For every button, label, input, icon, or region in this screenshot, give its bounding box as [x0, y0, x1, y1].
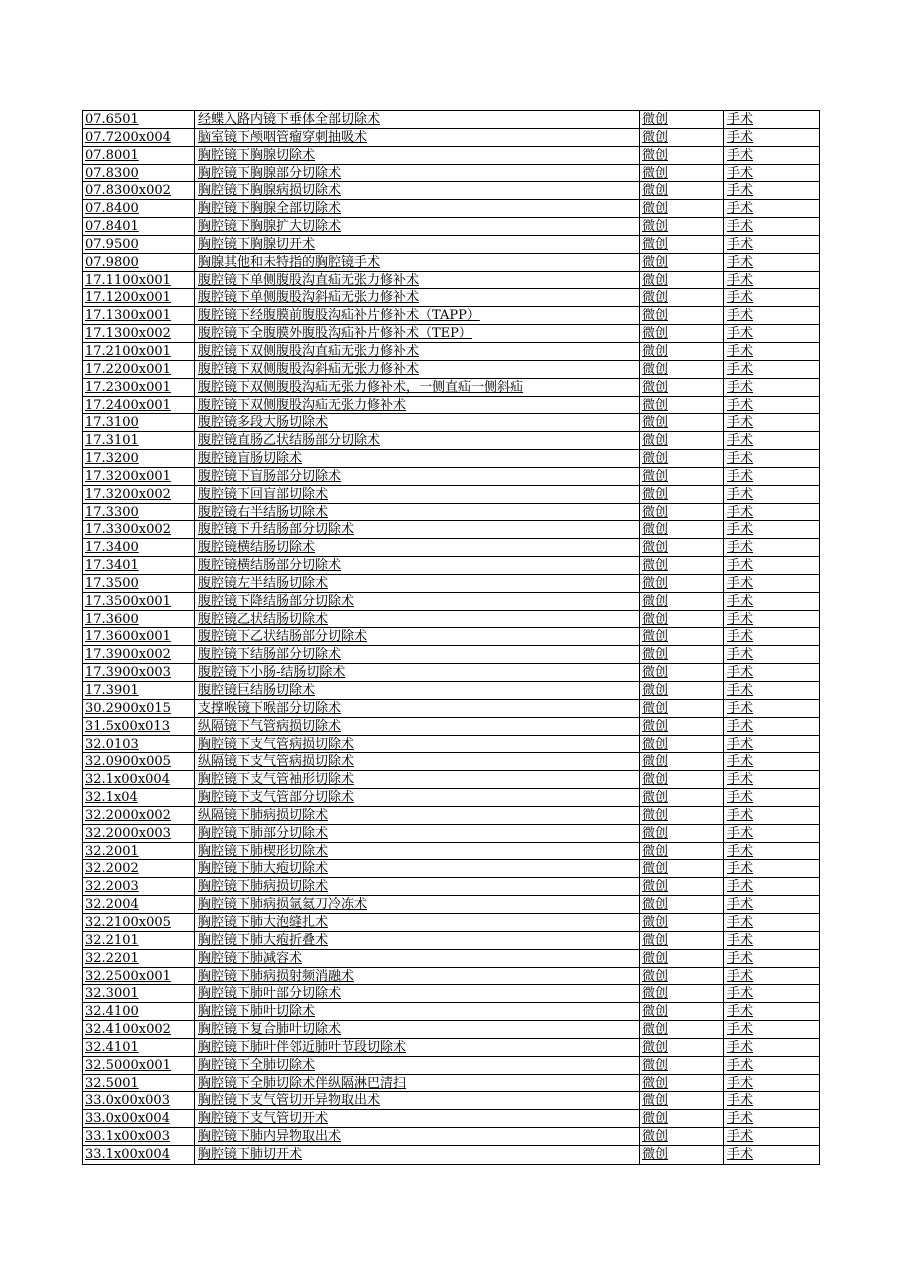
table-row: [83, 521, 819, 539]
procedure-name-cell[interactable]: 腹腔镜下单侧腹股沟斜疝无张力修补术: [195, 289, 640, 306]
procedure-code-cell[interactable]: 17.2200x001: [83, 361, 195, 378]
procedure-category-cell[interactable]: 手术: [727, 361, 754, 377]
procedure-type-cell[interactable]: 微创: [640, 218, 724, 235]
procedure-category-cell[interactable]: 手术: [727, 1093, 754, 1109]
procedure-type-cell[interactable]: 微创: [640, 165, 724, 182]
procedure-category-cell[interactable]: 手术: [727, 629, 754, 645]
procedure-category-cell[interactable]: 手术: [727, 593, 754, 609]
procedure-type-cell[interactable]: 微创: [640, 450, 724, 467]
procedure-type-cell[interactable]: 微创: [640, 1057, 724, 1074]
procedure-category-cell[interactable]: 手术: [727, 379, 754, 395]
table-row: [83, 165, 819, 183]
table-row: [83, 1110, 819, 1128]
procedure-category-cell[interactable]: 手术: [727, 147, 754, 163]
procedure-type-cell[interactable]: 微创: [640, 414, 724, 431]
procedure-name-cell[interactable]: 腹腔镜乙状结肠切除术: [195, 611, 640, 628]
procedure-name-cell[interactable]: 腹腔镜下单侧腹股沟直疝无张力修补术: [195, 272, 640, 289]
procedure-code-cell[interactable]: 17.3500x001: [83, 593, 195, 610]
procedure-name-cell[interactable]: 胸腔镜下胸腺扩大切除术: [195, 218, 640, 235]
procedure-code-cell[interactable]: 32.2002: [83, 860, 195, 877]
procedure-name-cell[interactable]: 腹腔镜巨结肠切除术: [195, 682, 640, 699]
table-row: [83, 1075, 819, 1093]
table-row: [83, 379, 819, 397]
procedure-category-cell[interactable]: 手术: [727, 219, 754, 235]
procedure-code-cell[interactable]: 17.3900x002: [83, 646, 195, 663]
procedure-name-cell[interactable]: 胸腔镜下支气管袖形切除术: [195, 771, 640, 788]
table-row: [83, 557, 819, 575]
table-row: [83, 771, 819, 789]
procedure-category-cell[interactable]: 手术: [727, 968, 754, 984]
procedure-category-cell[interactable]: 手术: [727, 308, 754, 324]
table-row: [83, 700, 819, 718]
procedure-code-cell[interactable]: 31.5x00x013: [83, 718, 195, 735]
procedure-code-cell[interactable]: 17.1100x001: [83, 272, 195, 289]
procedure-name-cell[interactable]: 胸腔镜下支气管部分切除术: [195, 789, 640, 806]
procedure-name-cell[interactable]: 胸腔镜下肺病损射频消融术: [195, 968, 640, 985]
procedure-type-cell[interactable]: 微创: [640, 985, 724, 1002]
table-row: [83, 932, 819, 950]
table-row: [83, 1092, 819, 1110]
table-row: [83, 289, 819, 307]
procedure-type-cell[interactable]: 微创: [640, 129, 724, 146]
procedure-code-cell[interactable]: 32.2100x005: [83, 914, 195, 931]
procedure-name-cell[interactable]: 腹腔镜下双侧腹股沟疝无张力修补术，一侧直疝一侧斜疝: [195, 379, 640, 396]
procedure-code-cell[interactable]: 07.8300x002: [83, 182, 195, 199]
procedure-name-cell[interactable]: 腹腔镜多段大肠切除术: [195, 414, 640, 431]
procedure-category-cell[interactable]: 手术: [727, 825, 754, 841]
procedure-code-cell[interactable]: 32.2500x001: [83, 968, 195, 985]
procedure-category-cell[interactable]: 手术: [727, 575, 754, 591]
procedure-code-cell[interactable]: 17.3101: [83, 432, 195, 449]
procedure-code-cell[interactable]: 32.0900x005: [83, 753, 195, 770]
procedure-code-cell[interactable]: 32.4100: [83, 1003, 195, 1020]
procedure-category-cell[interactable]: 手术: [727, 397, 754, 413]
procedure-code-cell[interactable]: 32.0103: [83, 736, 195, 753]
procedure-category-cell[interactable]: 手术: [727, 700, 754, 716]
procedure-type-cell[interactable]: 微创: [640, 343, 724, 360]
procedure-code-cell[interactable]: 32.4100x002: [83, 1021, 195, 1038]
procedure-name-cell[interactable]: 腹腔镜下升结肠部分切除术: [195, 521, 640, 538]
procedure-category-cell[interactable]: 手术: [727, 736, 754, 752]
procedure-category-cell[interactable]: 手术: [727, 879, 754, 895]
procedure-name-cell[interactable]: 胸腔镜下肺内异物取出术: [195, 1128, 640, 1145]
table-row: [83, 611, 819, 629]
procedure-table: [82, 110, 820, 1165]
procedure-category-cell[interactable]: 手术: [727, 754, 754, 770]
procedure-type-cell[interactable]: 微创: [640, 111, 724, 128]
procedure-type-cell[interactable]: 微创: [640, 896, 724, 913]
table-row: [83, 307, 819, 325]
procedure-code-cell[interactable]: 32.2003: [83, 878, 195, 895]
table-row: [83, 896, 819, 914]
table-row: [83, 753, 819, 771]
procedure-code-cell[interactable]: 32.5001: [83, 1075, 195, 1092]
procedure-name-cell[interactable]: 胸腔镜下肺楔形切除术: [195, 843, 640, 860]
procedure-code-cell[interactable]: 17.3500: [83, 575, 195, 592]
procedure-category-cell[interactable]: 手术: [727, 343, 754, 359]
procedure-category-cell[interactable]: 手术: [727, 1129, 754, 1145]
procedure-name-cell[interactable]: 胸腔镜下肺病损氩氦刀冷冻术: [195, 896, 640, 913]
procedure-code-cell[interactable]: 32.2000x002: [83, 807, 195, 824]
procedure-name-cell[interactable]: 腹腔镜横结肠部分切除术: [195, 557, 640, 574]
table-row: [83, 129, 819, 147]
procedure-category-cell[interactable]: 手术: [727, 415, 754, 431]
procedure-name-cell[interactable]: 胸腔镜下胸腺全部切除术: [195, 200, 640, 217]
procedure-code-cell[interactable]: 17.3901: [83, 682, 195, 699]
procedure-name-cell[interactable]: 胸腔镜下支气管切开异物取出术: [195, 1092, 640, 1109]
procedure-category-cell[interactable]: 手术: [727, 843, 754, 859]
procedure-code-cell[interactable]: 32.4101: [83, 1039, 195, 1056]
procedure-name-cell[interactable]: 胸腔镜下胸腺切除术: [195, 147, 640, 164]
procedure-code-cell[interactable]: 17.2300x001: [83, 379, 195, 396]
procedure-name-cell[interactable]: 胸腔镜下肺切开术: [195, 1146, 640, 1164]
procedure-code-cell[interactable]: 32.2201: [83, 950, 195, 967]
table-row: [83, 539, 819, 557]
procedure-category-cell[interactable]: 手术: [727, 807, 754, 823]
procedure-name-cell[interactable]: 胸腔镜下肺减容术: [195, 950, 640, 967]
table-row: [83, 504, 819, 522]
procedure-code-cell[interactable]: 07.9800: [83, 254, 195, 271]
procedure-name-cell[interactable]: 支撑喉镜下喉部分切除术: [195, 700, 640, 717]
procedure-code-cell[interactable]: 33.0x00x003: [83, 1092, 195, 1109]
table-row: [83, 575, 819, 593]
procedure-type-cell[interactable]: 微创: [640, 325, 724, 342]
procedure-code-cell[interactable]: 17.3600: [83, 611, 195, 628]
table-row: [83, 1128, 819, 1146]
procedure-category-cell[interactable]: 手术: [727, 611, 754, 627]
procedure-code-cell[interactable]: 07.7200x004: [83, 129, 195, 146]
procedure-code-cell[interactable]: 07.8300: [83, 165, 195, 182]
procedure-name-cell[interactable]: 胸腔镜下肺病损切除术: [195, 878, 640, 895]
procedure-category-cell[interactable]: 手术: [727, 433, 754, 449]
table-row: [83, 968, 819, 986]
table-row: [83, 397, 819, 415]
procedure-type-cell[interactable]: 微创: [640, 646, 724, 663]
procedure-type-cell[interactable]: 微创: [640, 825, 724, 842]
procedure-code-cell[interactable]: 07.8401: [83, 218, 195, 235]
procedure-type-cell[interactable]: 微创: [640, 611, 724, 628]
procedure-code-cell[interactable]: 17.1300x001: [83, 307, 195, 324]
procedure-name-cell[interactable]: 纵隔镜下气管病损切除术: [195, 718, 640, 735]
procedure-category-cell[interactable]: 手术: [727, 665, 754, 681]
procedure-code-cell[interactable]: 07.8400: [83, 200, 195, 217]
procedure-name-cell[interactable]: 脑室镜下颅咽管瘤穿刺抽吸术: [195, 129, 640, 146]
procedure-name-cell[interactable]: 腹腔镜下乙状结肠部分切除术: [195, 628, 640, 645]
table-row: [83, 593, 819, 611]
procedure-type-cell[interactable]: 微创: [640, 1039, 724, 1056]
procedure-code-cell[interactable]: 32.1x00x004: [83, 771, 195, 788]
table-row: [83, 1057, 819, 1075]
procedure-type-cell[interactable]: 微创: [640, 575, 724, 592]
procedure-code-cell[interactable]: 30.2900x015: [83, 700, 195, 717]
procedure-name-cell[interactable]: 胸腔镜下全肺切除术伴纵隔淋巴清扫: [195, 1075, 640, 1092]
procedure-name-cell[interactable]: 纵隔镜下肺病损切除术: [195, 807, 640, 824]
procedure-code-cell[interactable]: 17.3900x003: [83, 664, 195, 681]
procedure-code-cell[interactable]: 32.2101: [83, 932, 195, 949]
procedure-name-cell[interactable]: 胸腔镜下肺叶部分切除术: [195, 985, 640, 1002]
procedure-code-cell[interactable]: 17.3600x001: [83, 628, 195, 645]
procedure-name-cell[interactable]: 胸腺其他和未特指的胸腔镜手术: [195, 254, 640, 271]
procedure-category-cell[interactable]: 手术: [727, 914, 754, 930]
table-row: [83, 807, 819, 825]
table-row: [83, 628, 819, 646]
procedure-code-cell[interactable]: 17.3401: [83, 557, 195, 574]
procedure-name-cell[interactable]: 腹腔镜下回盲部切除术: [195, 486, 640, 503]
procedure-code-cell[interactable]: 33.0x00x004: [83, 1110, 195, 1127]
procedure-code-cell[interactable]: 17.3300x002: [83, 521, 195, 538]
procedure-name-cell[interactable]: 腹腔镜横结肠切除术: [195, 539, 640, 556]
procedure-type-cell[interactable]: 微创: [640, 254, 724, 271]
procedure-name-cell[interactable]: 经蝶入路内镜下垂体全部切除术: [195, 111, 640, 128]
table-row: [83, 682, 819, 700]
procedure-type-cell[interactable]: 微创: [640, 682, 724, 699]
table-row: [83, 432, 819, 450]
procedure-category-cell[interactable]: 手术: [727, 522, 754, 538]
table-row: [83, 414, 819, 432]
procedure-code-cell[interactable]: 32.2004: [83, 896, 195, 913]
procedure-name-cell[interactable]: 胸腔镜下肺叶切除术: [195, 1003, 640, 1020]
procedure-code-cell[interactable]: 07.9500: [83, 236, 195, 253]
procedure-type-cell[interactable]: 微创: [640, 1075, 724, 1092]
procedure-category-cell[interactable]: 手术: [727, 683, 754, 698]
procedure-name-cell[interactable]: 腹腔镜下双侧腹股沟疝无张力修补术: [195, 397, 640, 414]
procedure-type-cell[interactable]: 微创: [640, 860, 724, 877]
table-row: [83, 325, 819, 343]
procedure-category-cell[interactable]: 手术: [727, 1146, 754, 1162]
procedure-name-cell[interactable]: 胸腔镜下肺大疱折叠术: [195, 932, 640, 949]
table-row: [83, 646, 819, 664]
table-row: [83, 736, 819, 754]
procedure-type-cell[interactable]: 微创: [640, 736, 724, 753]
procedure-name-cell[interactable]: 胸腔镜下肺部分切除术: [195, 825, 640, 842]
procedure-category-cell[interactable]: 手术: [727, 236, 754, 252]
procedure-type-cell[interactable]: 微创: [640, 1003, 724, 1020]
procedure-code-cell[interactable]: 17.2100x001: [83, 343, 195, 360]
procedure-category-cell[interactable]: 手术: [727, 1004, 754, 1020]
procedure-code-cell[interactable]: 32.2001: [83, 843, 195, 860]
procedure-code-cell[interactable]: 33.1x00x003: [83, 1128, 195, 1145]
procedure-category-cell[interactable]: 手术: [727, 254, 754, 270]
procedure-code-cell[interactable]: 32.1x04: [83, 789, 195, 806]
procedure-type-cell[interactable]: 微创: [640, 147, 724, 164]
procedure-type-cell[interactable]: 微创: [640, 272, 724, 289]
table-row: [83, 343, 819, 361]
procedure-name-cell[interactable]: 腹腔镜下经腹膜前腹股沟疝补片修补术（TAPP）: [195, 307, 640, 324]
procedure-code-cell[interactable]: 32.2000x003: [83, 825, 195, 842]
procedure-type-cell[interactable]: 微创: [640, 628, 724, 645]
procedure-category-cell[interactable]: 手术: [727, 201, 754, 217]
procedure-category-cell[interactable]: 手术: [727, 1039, 754, 1055]
procedure-code-cell[interactable]: 07.6501: [83, 111, 195, 128]
procedure-category-cell[interactable]: 手术: [727, 183, 754, 199]
procedure-type-cell[interactable]: 微创: [640, 379, 724, 396]
table-row: [83, 860, 819, 878]
procedure-name-cell[interactable]: 胸腔镜下胸腺切开术: [195, 236, 640, 253]
procedure-name-cell[interactable]: 胸腔镜下复合肺叶切除术: [195, 1021, 640, 1038]
procedure-name-cell[interactable]: 胸腔镜下胸腺部分切除术: [195, 165, 640, 182]
procedure-code-cell[interactable]: 17.3200: [83, 450, 195, 467]
procedure-category-cell[interactable]: 手术: [727, 1057, 754, 1073]
procedure-type-cell[interactable]: 微创: [640, 468, 724, 485]
procedure-name-cell[interactable]: 胸腔镜下肺大泡缝扎术: [195, 914, 640, 931]
table-row: [83, 825, 819, 843]
procedure-category-cell[interactable]: 手术: [727, 932, 754, 948]
procedure-category-cell[interactable]: 手术: [727, 558, 754, 574]
table-row: [83, 218, 819, 236]
procedure-type-cell[interactable]: 微创: [640, 361, 724, 378]
table-row: [83, 878, 819, 896]
procedure-code-cell[interactable]: 17.2400x001: [83, 397, 195, 414]
procedure-name-cell[interactable]: 胸腔镜下肺大疱切除术: [195, 860, 640, 877]
procedure-type-cell[interactable]: 微创: [640, 932, 724, 949]
procedure-type-cell[interactable]: 微创: [640, 593, 724, 610]
procedure-type-cell[interactable]: 微创: [640, 718, 724, 735]
procedure-type-cell[interactable]: 微创: [640, 539, 724, 556]
procedure-name-cell[interactable]: 胸腔镜下肺叶伴邻近肺叶节段切除术: [195, 1039, 640, 1056]
procedure-type-cell[interactable]: 微创: [640, 968, 724, 985]
procedure-category-cell[interactable]: 手术: [727, 468, 754, 484]
procedure-type-cell[interactable]: 微创: [640, 878, 724, 895]
procedure-code-cell[interactable]: 17.1300x002: [83, 325, 195, 342]
procedure-category-cell[interactable]: 手术: [727, 165, 754, 181]
table-row: [83, 1039, 819, 1057]
procedure-name-cell[interactable]: 腹腔镜下双侧腹股沟直疝无张力修补术: [195, 343, 640, 360]
procedure-name-cell[interactable]: 胸腔镜下胸腺病损切除术: [195, 182, 640, 199]
procedure-type-cell[interactable]: 微创: [640, 1021, 724, 1038]
procedure-type-cell[interactable]: 微创: [640, 521, 724, 538]
procedure-category-cell[interactable]: 手术: [727, 486, 754, 502]
procedure-category-cell[interactable]: 手术: [727, 1111, 754, 1127]
procedure-name-cell[interactable]: 腹腔镜下双侧腹股沟斜疝无张力修补术: [195, 361, 640, 378]
procedure-name-cell[interactable]: 纵隔镜下支气管病损切除术: [195, 753, 640, 770]
procedure-type-cell[interactable]: 微创: [640, 771, 724, 788]
procedure-category-cell[interactable]: 手术: [727, 112, 754, 127]
procedure-type-cell[interactable]: 微创: [640, 236, 724, 253]
table-row: [83, 111, 819, 129]
procedure-category-cell[interactable]: 手术: [727, 1075, 754, 1091]
procedure-name-cell[interactable]: 腹腔镜下全腹膜外腹股沟疝补片修补术（TEP）: [195, 325, 640, 342]
table-row: [83, 914, 819, 932]
procedure-name-cell[interactable]: 胸腔镜下支气管病损切除术: [195, 736, 640, 753]
procedure-type-cell[interactable]: 微创: [640, 182, 724, 199]
procedure-category-cell[interactable]: 手术: [727, 540, 754, 556]
procedure-type-cell[interactable]: 微创: [640, 1110, 724, 1127]
table-row: [83, 843, 819, 861]
table-row: [83, 200, 819, 218]
procedure-type-cell[interactable]: 微创: [640, 200, 724, 217]
procedure-name-cell[interactable]: 腹腔镜直肠乙状结肠部分切除术: [195, 432, 640, 449]
procedure-category-cell[interactable]: 手术: [727, 861, 754, 877]
procedure-category-cell[interactable]: 手术: [727, 451, 754, 467]
procedure-name-cell[interactable]: 腹腔镜下盲肠部分切除术: [195, 468, 640, 485]
procedure-category-cell[interactable]: 手术: [727, 272, 754, 288]
procedure-type-cell[interactable]: 微创: [640, 807, 724, 824]
procedure-type-cell[interactable]: 微创: [640, 557, 724, 574]
procedure-type-cell[interactable]: 微创: [640, 753, 724, 770]
procedure-category-cell[interactable]: 手术: [727, 326, 754, 342]
procedure-code-cell[interactable]: 33.1x00x004: [83, 1146, 195, 1164]
table-row: [83, 1146, 819, 1164]
procedure-code-cell[interactable]: 32.3001: [83, 985, 195, 1002]
procedure-name-cell[interactable]: 腹腔镜下降结肠部分切除术: [195, 593, 640, 610]
procedure-name-cell[interactable]: 胸腔镜下全肺切除术: [195, 1057, 640, 1074]
procedure-type-cell[interactable]: 微创: [640, 843, 724, 860]
procedure-code-cell[interactable]: 17.3100: [83, 414, 195, 431]
procedure-type-cell[interactable]: 微创: [640, 1128, 724, 1145]
table-row: [83, 1021, 819, 1039]
procedure-category-cell[interactable]: 手术: [727, 718, 754, 734]
procedure-code-cell[interactable]: 17.3200x001: [83, 468, 195, 485]
table-row: [83, 147, 819, 165]
table-row: [83, 468, 819, 486]
procedure-type-cell[interactable]: 微创: [640, 1092, 724, 1109]
table-row: [83, 718, 819, 736]
table-row: [83, 950, 819, 968]
procedure-code-cell[interactable]: 07.8001: [83, 147, 195, 164]
table-row: [83, 254, 819, 272]
procedure-type-cell[interactable]: 微创: [640, 397, 724, 414]
procedure-type-cell[interactable]: 微创: [640, 700, 724, 717]
procedure-type-cell[interactable]: 微创: [640, 289, 724, 306]
procedure-category-cell[interactable]: 手术: [727, 647, 754, 663]
procedure-category-cell[interactable]: 手术: [727, 504, 754, 520]
procedure-category-cell[interactable]: 手术: [727, 986, 754, 1002]
procedure-name-cell[interactable]: 腹腔镜下小肠-结肠切除术: [195, 664, 640, 681]
procedure-category-cell[interactable]: 手术: [727, 772, 754, 788]
procedure-category-cell[interactable]: 手术: [727, 950, 754, 966]
procedure-code-cell[interactable]: 17.3300: [83, 504, 195, 521]
procedure-type-cell[interactable]: 微创: [640, 504, 724, 521]
procedure-category-cell[interactable]: 手术: [727, 897, 754, 913]
procedure-type-cell[interactable]: 微创: [640, 664, 724, 681]
procedure-code-cell[interactable]: 17.3400: [83, 539, 195, 556]
table-row: [83, 789, 819, 807]
procedure-category-cell[interactable]: 手术: [727, 290, 754, 306]
procedure-type-cell[interactable]: 微创: [640, 789, 724, 806]
procedure-code-cell[interactable]: 17.1200x001: [83, 289, 195, 306]
table-row: [83, 1003, 819, 1021]
procedure-category-cell[interactable]: 手术: [727, 790, 754, 806]
procedure-code-cell[interactable]: 17.3200x002: [83, 486, 195, 503]
procedure-type-cell[interactable]: 微创: [640, 432, 724, 449]
table-row: [83, 486, 819, 504]
procedure-type-cell[interactable]: 微创: [640, 950, 724, 967]
procedure-type-cell[interactable]: 微创: [640, 914, 724, 931]
procedure-category-cell[interactable]: 手术: [727, 129, 754, 145]
procedure-name-cell[interactable]: 腹腔镜盲肠切除术: [195, 450, 640, 467]
procedure-name-cell[interactable]: 腹腔镜下结肠部分切除术: [195, 646, 640, 663]
procedure-type-cell[interactable]: 微创: [640, 486, 724, 503]
table-row: [83, 361, 819, 379]
table-row: [83, 272, 819, 290]
procedure-type-cell[interactable]: 微创: [640, 307, 724, 324]
table-row: [83, 985, 819, 1003]
procedure-type-cell[interactable]: 微创: [640, 1146, 724, 1164]
table-row: [83, 450, 819, 468]
procedure-code-cell[interactable]: 32.5000x001: [83, 1057, 195, 1074]
table-row: [83, 664, 819, 682]
table-row: [83, 236, 819, 254]
table-row: [83, 182, 819, 200]
procedure-name-cell[interactable]: 胸腔镜下支气管切开术: [195, 1110, 640, 1127]
procedure-name-cell[interactable]: 腹腔镜左半结肠切除术: [195, 575, 640, 592]
procedure-name-cell[interactable]: 腹腔镜右半结肠切除术: [195, 504, 640, 521]
procedure-category-cell[interactable]: 手术: [727, 1022, 754, 1038]
